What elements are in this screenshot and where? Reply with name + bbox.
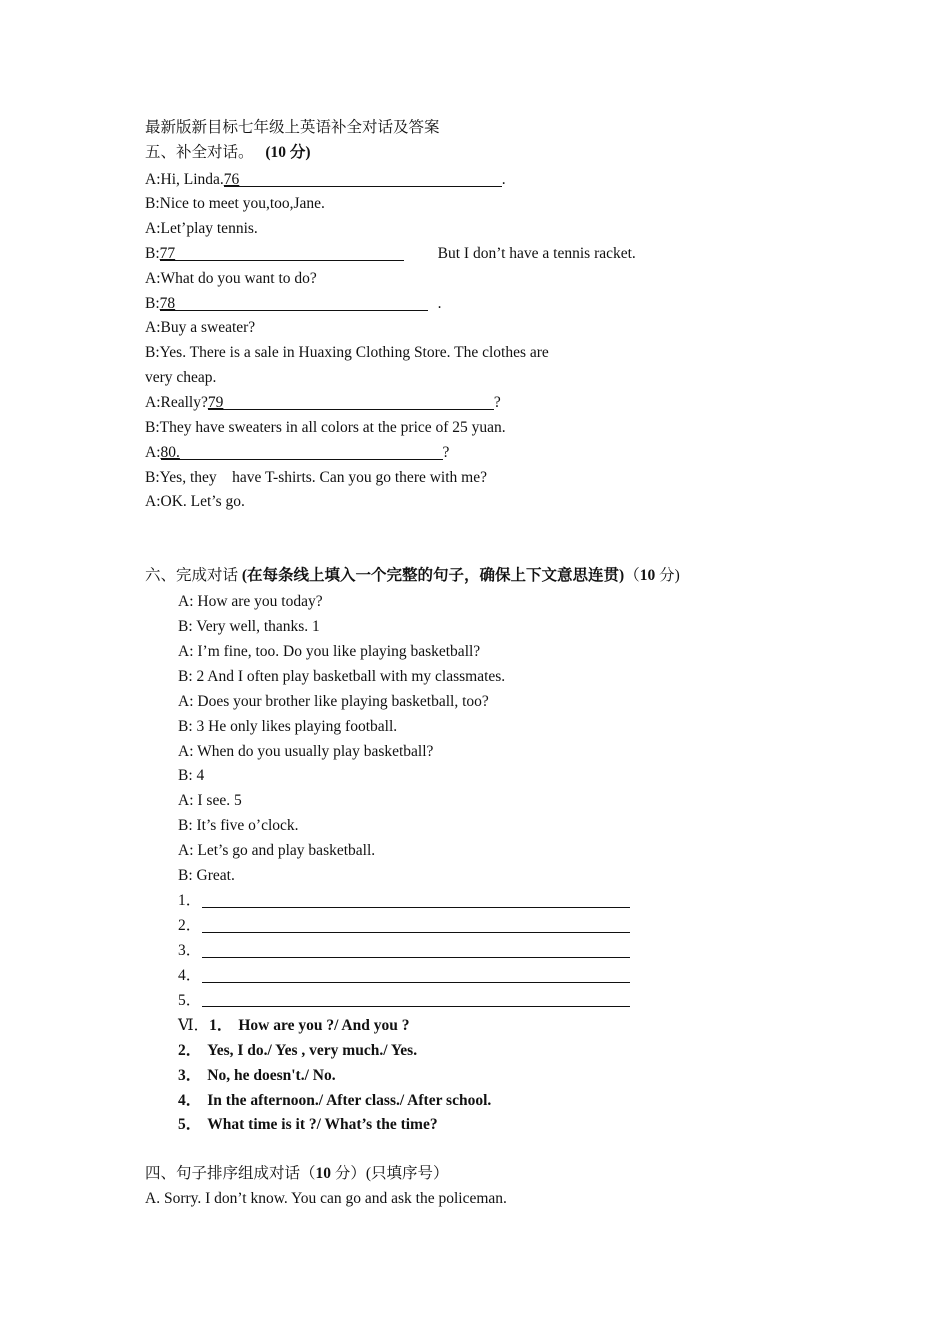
section6-heading-cn: 六、完成对话 xyxy=(145,567,239,584)
section6-score-open: （ xyxy=(624,567,640,584)
dialogue-line: B:Yes, they have T-shirts. Can you go there with me? xyxy=(145,469,487,486)
answer-blank-label: 3． xyxy=(178,942,202,959)
line-suffix: . xyxy=(501,171,506,188)
section5-heading-score: (10 分) xyxy=(265,144,311,161)
answer-text: How are you ?/ And you ? xyxy=(238,1017,410,1034)
blank-number: 78 xyxy=(159,295,176,312)
section4-heading-tail: 分）(只填序号） xyxy=(331,1165,449,1182)
fill-blank-80[interactable] xyxy=(161,443,443,460)
answer-text: Yes, I do./ Yes , very much./ Yes. xyxy=(207,1042,418,1059)
section6-heading xyxy=(145,566,680,586)
dialogue-line: B:Yes. There is a sale in Huaxing Clothing Store. The clothes are xyxy=(145,344,549,361)
answer-blank-3[interactable] xyxy=(202,957,630,958)
section4-first-line: A. Sorry. I don’t know. You can go and ask the policeman. xyxy=(145,1190,507,1207)
blank-number: 76 xyxy=(223,171,240,188)
dialogue-line: B:Nice to meet you,too,Jane. xyxy=(145,195,325,212)
line-prefix: A:Hi, Linda. xyxy=(145,171,224,188)
dialogue-line: A:OK. Let’s go. xyxy=(145,493,245,510)
fill-blank-77[interactable] xyxy=(160,244,404,261)
line-prefix: B: xyxy=(145,245,160,262)
answer-blank-5[interactable] xyxy=(202,1006,630,1007)
dialogue-line: A:What do you want to do? xyxy=(145,270,317,287)
dialogue-line: B: Great. xyxy=(178,867,235,884)
dialogue-line: A:Buy a sweater? xyxy=(145,319,256,336)
section4-score-number: 10 xyxy=(315,1165,332,1182)
answer-number: 3． xyxy=(178,1067,202,1084)
answer-text: In the afternoon./ After class./ After school. xyxy=(207,1092,492,1109)
dialogue-line: B: 2 And I often play basketball with my classmates. xyxy=(178,668,506,685)
fill-blank-79[interactable] xyxy=(208,393,494,410)
answer-blank-4[interactable] xyxy=(202,982,630,983)
answer-line-2 xyxy=(178,1041,417,1061)
answer-number: 2． xyxy=(178,1042,202,1059)
dialogue-line: A: I see. 5 xyxy=(178,792,242,809)
dialogue-line: very cheap. xyxy=(145,369,217,386)
answer-line-1 xyxy=(178,1016,409,1036)
dialogue-line: B: Very well, thanks. 1 xyxy=(178,618,320,635)
fill-blank-78[interactable] xyxy=(160,294,428,311)
dialogue-line: A:Let’play tennis. xyxy=(145,220,258,237)
line-suffix: ? xyxy=(493,394,501,411)
answer-blank-label: 1． xyxy=(178,892,202,909)
blank-number: 79 xyxy=(207,394,224,411)
dialogue-line: A: Let’s go and play basketball. xyxy=(178,842,376,859)
blank-number: 77 xyxy=(159,245,176,262)
section4-heading-cn: 四、句子排序组成对话（ xyxy=(145,1165,316,1182)
answer-blank-label: 2． xyxy=(178,917,202,934)
answer-blank-2[interactable] xyxy=(202,932,630,933)
answer-blank-label: 5． xyxy=(178,992,202,1009)
section5-heading-cn: 五、补全对话。 xyxy=(145,144,254,161)
answer-number: 5． xyxy=(178,1116,202,1133)
line-suffix: . xyxy=(437,295,442,312)
document-title: 最新版新目标七年级上英语补全对话及答案 xyxy=(145,119,440,136)
line-prefix: A: xyxy=(145,444,161,461)
section6-score-close: 分) xyxy=(655,567,680,584)
line-suffix: But I don’t have a tennis racket. xyxy=(437,245,636,262)
dialogue-line-80 xyxy=(145,443,449,463)
dialogue-line: B: 4 xyxy=(178,767,205,784)
dialogue-line: A: How are you today? xyxy=(178,593,323,610)
dialogue-line-77 xyxy=(145,244,636,264)
answer-text: No, he doesn't./ No. xyxy=(207,1067,336,1084)
answer-number: 4． xyxy=(178,1092,202,1109)
answers-prefix: Ⅵ． xyxy=(178,1017,210,1034)
dialogue-line-79 xyxy=(145,393,501,413)
dialogue-line: A: Does your brother like playing basketball, too? xyxy=(178,693,489,710)
section4-heading xyxy=(145,1164,449,1184)
blank-number: 80. xyxy=(160,444,180,461)
dialogue-line-76 xyxy=(145,170,506,190)
answer-blank-1[interactable] xyxy=(202,907,630,908)
dialogue-line: A: I’m fine, too. Do you like playing basketball? xyxy=(178,643,481,660)
answer-text: What time is it ?/ What’s the time? xyxy=(207,1116,438,1133)
answer-line-4 xyxy=(178,1091,491,1111)
answer-line-5 xyxy=(178,1115,438,1135)
section5-heading xyxy=(145,143,311,163)
line-prefix: A:Really? xyxy=(145,394,208,411)
section6-heading-instructions: (在每条线上填入一个完整的句子，确保上下文意思连贯) xyxy=(241,567,625,584)
dialogue-line: A: When do you usually play basketball? xyxy=(178,743,434,760)
dialogue-line: B: It’s five o’clock. xyxy=(178,817,299,834)
answer-line-3 xyxy=(178,1066,336,1086)
line-prefix: B: xyxy=(145,295,160,312)
fill-blank-76[interactable] xyxy=(224,170,502,187)
answer-number: 1． xyxy=(209,1017,233,1034)
section6-score-number: 10 xyxy=(639,567,656,584)
answer-blank-label: 4． xyxy=(178,967,202,984)
dialogue-line: B:They have sweaters in all colors at the price of 25 yuan. xyxy=(145,419,506,436)
line-suffix: ? xyxy=(442,444,450,461)
dialogue-line: B: 3 He only likes playing football. xyxy=(178,718,398,735)
dialogue-line-78 xyxy=(145,294,442,314)
